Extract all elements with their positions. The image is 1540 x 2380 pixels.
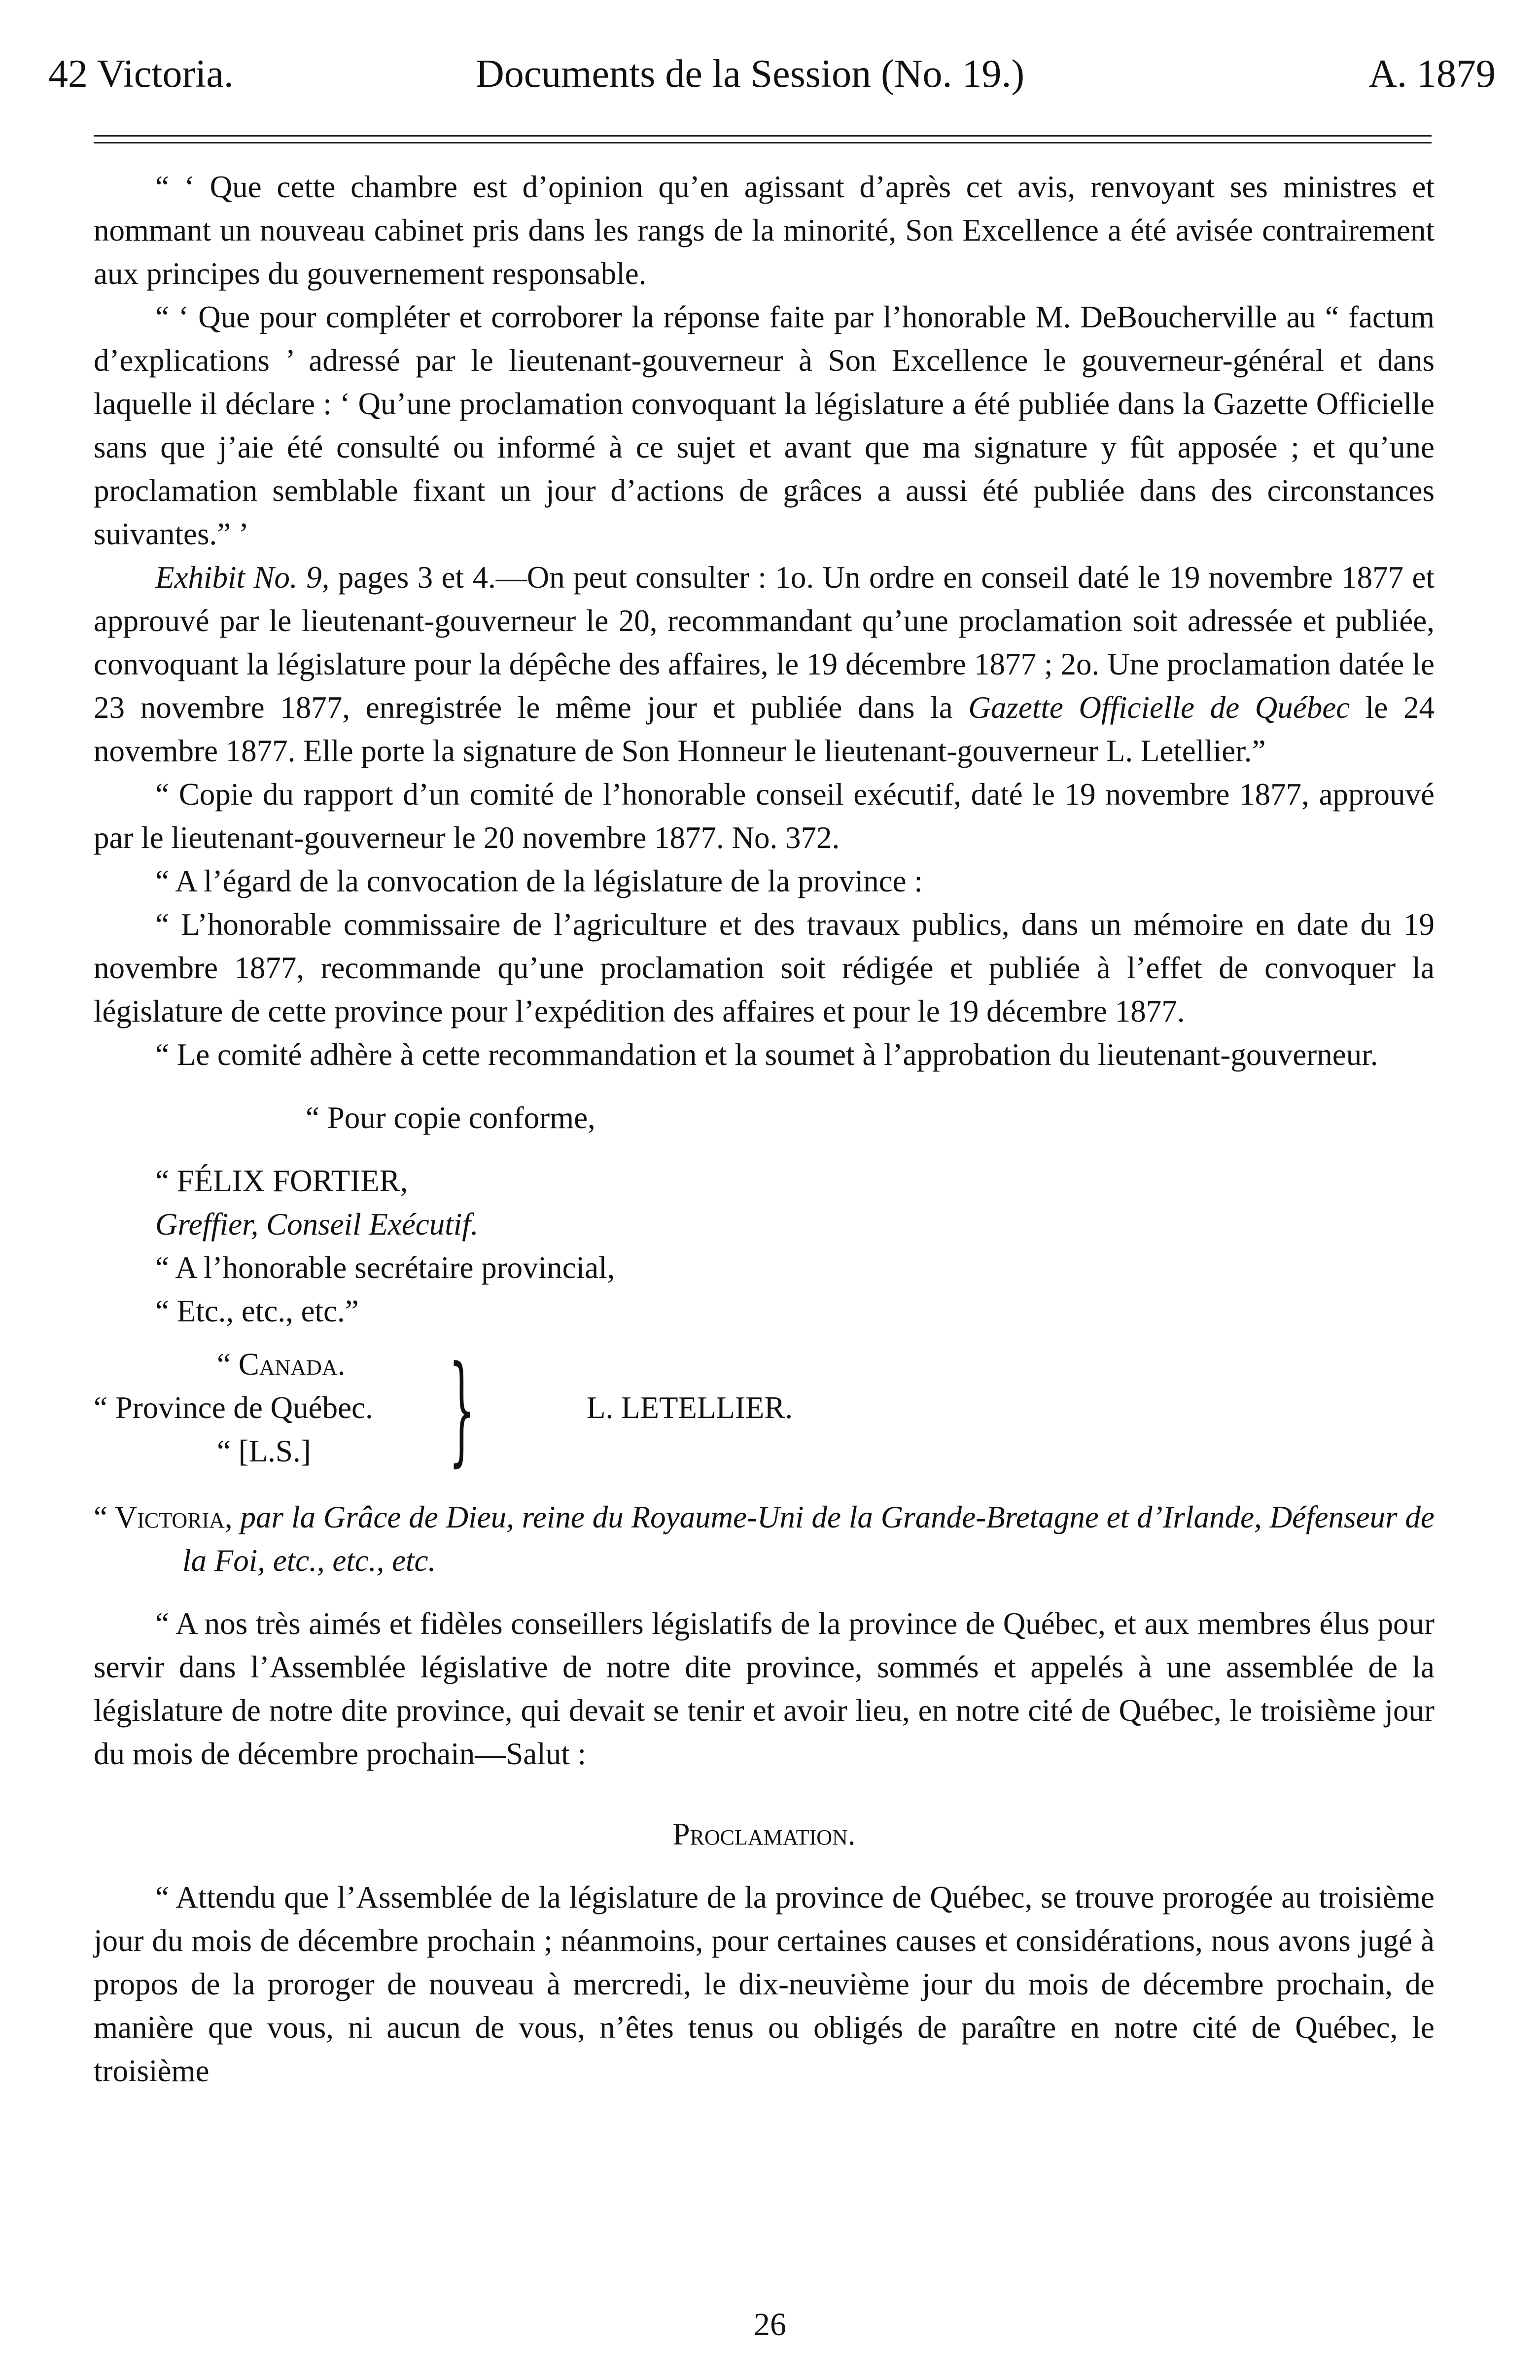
paragraph: “ Copie du rapport d’un comité de l’honorable conseil exécutif, daté le 19 novembre 1877, approuvé par le lieutenant-gouverneur le 20 novembre 1877. No. 372. (94, 777, 1435, 855)
seal-country: “ Canada. (217, 1347, 346, 1382)
paragraph (94, 556, 1435, 773)
body-text (94, 165, 1435, 2093)
royal-name: “ Victoria, (94, 1500, 233, 1534)
signatory-name: “ FÉLIX FORTIER, (155, 1164, 408, 1198)
exhibit-reference: Exhibit No. 9, (155, 560, 330, 595)
section-heading: Proclamation. (672, 1817, 856, 1851)
header-rule-top (94, 135, 1432, 137)
seal-ls: “ [L.S.] (217, 1434, 311, 1468)
paragraph: “ ‘ Que cette chambre est d’opinion qu’en agissant d’après cet avis, renvoyant ses ministres et nommant un nouveau cabinet pris dans les rangs de la minorité, Son Excellence a été avisée contrairement aux principes du gouvernement responsable. (94, 170, 1435, 291)
paragraph: “ A l’égard de la convocation de la législature de la province : (155, 864, 923, 898)
royal-titles: par la Grâce de Dieu, reine du Royaume-Uni de la Grande-Bretagne et d’Irlande, Défenseur de la Foi, etc., etc., etc. (182, 1500, 1435, 1578)
paragraph: “ L’honorable commissaire de l’agriculture et des travaux publics, dans un mémoire en date du 19 novembre 1877, recommande qu’une proclamation soit rédigée et publiée à l’effet de convoquer la législature de cette province pour l’expédition des affaires et pour le 19 décembre 1877. (94, 907, 1435, 1029)
header-volume: 42 Victoria. (48, 52, 234, 96)
seal-block (94, 1340, 1435, 1478)
seal-signer: L. LETELLIER. (587, 1390, 793, 1425)
page-number: 26 (754, 2307, 786, 2343)
brace-icon: } (449, 1340, 475, 1478)
paragraph: “ ‘ Que pour compléter et corroborer la réponse faite par l’honorable M. DeBoucherville au “ factum d’explications ’ adressé par le lieutenant-gouverneur à Son Excellence le gouverneur-général et dans laquelle il déclare : ‘ Qu’une proclamation convoquant la législature a été publiée dans la Gazette Officielle sans que j’aie été consulté ou informé à ce sujet et avant que ma signature y fût apposée ; et qu’une proclamation semblable fixant un jour d’actions de grâces a aussi été publiée dans des circonstances suivantes.” ’ (94, 300, 1435, 551)
seal-province: “ Province de Québec. (94, 1390, 373, 1425)
paragraph-text: le 24 novembre 1877. Elle porte la signature de Son Honneur le lieutenant-gouverneur L. Letellier.” (94, 690, 1435, 768)
header-title: Documents de la Session (No. 19.) (476, 52, 1025, 96)
running-header (44, 47, 1496, 101)
certification-line: “ Pour copie conforme, (306, 1101, 595, 1135)
paragraph: “ Le comité adhère à cette recommandation et la soumet à l’approbation du lieutenant-gouverneur. (155, 1037, 1378, 1072)
paragraph: “ A nos très aimés et fidèles conseillers législatifs de la province de Québec, et aux membres élus pour servir dans l’Assemblée législative de notre dite province, sommés et appelés à une assemblée de la législature de notre dite province, qui devait se tenir et avoir lieu, en notre cité de Québec, le troisième jour du mois de décembre prochain—Salut : (94, 1606, 1435, 1771)
paragraph: “ Attendu que l’Assemblée de la législature de la province de Québec, se trouve prorogée au troisième jour du mois de décembre prochain ; néanmoins, pour certaines causes et considérations, nous avons jugé à propos de la proroger de nouveau à mercredi, le dix-neuvième jour du mois de décembre prochain, de manière que vous, ni aucun de vous, n’êtes tenus ou obligés de paraître en notre cité de Québec, le troisième (94, 1880, 1435, 2088)
addressee: “ A l’honorable secrétaire provincial, (155, 1250, 615, 1285)
royal-style (94, 1495, 1435, 1582)
header-rule-bottom (94, 142, 1432, 143)
addressee-etc: “ Etc., etc., etc.” (155, 1294, 359, 1328)
paragraph-text: pages 3 et 4.—On peut consulter : 1o. Un ordre en conseil daté le 19 novembre 1877 et approuvé par le lieutenant-gouverneur le 20, recommandant qu’une proclamation soit adressée et publiée, convoquant la législature pour la dépêche des affaires, le 19 décembre 1877 ; 2o. Une proclamation datée le 23 novembre 1877, enregistrée le même jour et publiée dans la (94, 560, 1435, 725)
header-year: A. 1879 (1368, 52, 1496, 96)
gazette-title: Gazette Officielle de Québec (968, 690, 1350, 725)
signatory-title: Greffier, Conseil Exécutif. (155, 1207, 479, 1242)
